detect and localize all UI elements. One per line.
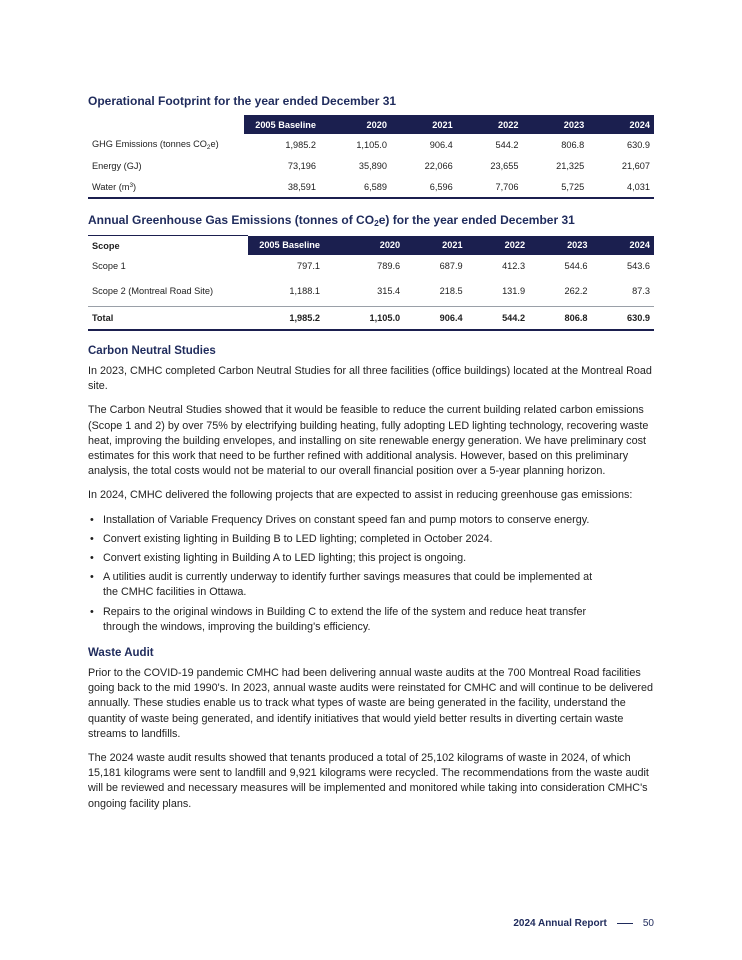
cell: 7,706: [495, 181, 519, 192]
ghg-emissions-table: [88, 235, 654, 331]
waste-paragraph-2: The 2024 waste audit results showed that tenants produced a total of 25,102 kilograms of waste in 2024, of which 15,181 kilograms were sent to landfill and 9,921 kilograms were recycled. The recommendations from the waste audit will be reviewed and necessary measures will be implemented and monitored while taking into consideration CMHC's ongoing facility plans.: [88, 752, 649, 810]
list-item: • Installation of Variable Frequency Drives on constant speed fan and pump motors to conserve energy.: [88, 513, 654, 528]
cell: 789.6: [377, 260, 401, 271]
cell: 4,031: [627, 181, 650, 192]
cell: 38,591: [287, 181, 316, 192]
list-item: • Convert existing lighting in Building B to LED lighting; completed in October 2024.: [88, 532, 654, 547]
col-header: 2021: [404, 236, 466, 256]
scope-header: Scope: [88, 236, 248, 256]
row-label: Scope 1: [92, 260, 126, 271]
cell: 315.4: [377, 286, 401, 296]
col-header: 2023: [529, 236, 591, 256]
list-item: • Repairs to the original windows in Building C to extend the life of the system and reduce heat transfer through the windows, improving the building's efficiency.: [88, 605, 654, 635]
cell: 544.2: [467, 307, 529, 331]
col-header: 2020: [320, 115, 391, 134]
cell: 22,066: [424, 160, 453, 171]
table-row: [88, 155, 654, 176]
row-label: Energy (GJ): [92, 160, 142, 171]
col-header: 2005 Baseline: [248, 236, 324, 256]
col-header: 2021: [391, 115, 457, 134]
row-label: GHG Emissions (tonnes $CO_2e$): [92, 138, 219, 151]
table-row: [88, 276, 654, 307]
col-header: 2024: [592, 236, 654, 256]
cell: 687.9: [439, 260, 463, 271]
header-blank: [88, 115, 244, 134]
carbon-heading: Carbon Neutral Studies: [88, 345, 216, 357]
col-header: 2022: [467, 236, 529, 256]
row-label: Water $(m^3)$: [92, 181, 137, 192]
cell: 630.9: [592, 307, 654, 331]
cell: 906.4: [404, 307, 466, 331]
cell: 1,985.2: [285, 139, 316, 150]
cell: 1,105.0: [356, 139, 387, 150]
footer-divider: [617, 923, 633, 924]
carbon-paragraph-3: In 2024, CMHC delivered the following projects that are expected to assist in reducing greenhouse gas emissions:: [88, 489, 633, 502]
cell: 1,985.2: [248, 307, 324, 331]
cell: 806.8: [561, 139, 585, 150]
cell: 5,725: [561, 181, 585, 192]
carbon-paragraph-1: In 2023, CMHC completed Carbon Neutral Studies for all three facilities (office buildings) located at the Montreal Road site.: [88, 365, 652, 393]
table-row: [88, 255, 654, 276]
cell: 6,589: [363, 181, 387, 192]
table1-title: Operational Footprint for the year ended December 31: [88, 94, 397, 108]
col-header: 2024: [588, 115, 654, 134]
list-item: • Convert existing lighting in Building A to LED lighting; this project is ongoing.: [88, 551, 654, 566]
table-row: [88, 176, 654, 198]
cell: 6,596: [429, 181, 453, 192]
table-row: [88, 134, 654, 155]
cell: 806.8: [529, 307, 591, 331]
cell: 131.9: [502, 286, 526, 296]
cell: 21,325: [556, 160, 585, 171]
projects-list: [88, 513, 654, 635]
cell: 906.4: [429, 139, 453, 150]
cell: 73,196: [287, 160, 316, 171]
cell: 218.5: [439, 286, 463, 296]
cell: 544.6: [564, 260, 588, 271]
col-header: 2022: [457, 115, 523, 134]
waste-heading: Waste Audit: [88, 647, 154, 660]
cell: 1,105.0: [324, 307, 404, 331]
cell: 87.3: [632, 286, 650, 296]
row-label: Scope 2 (Montreal Road Site): [92, 285, 214, 296]
row-label: Total: [88, 307, 248, 331]
operational-footprint-table: [88, 115, 654, 199]
page-footer: [513, 918, 654, 929]
list-item: • A utilities audit is currently underway to identify further savings measures that could be implemented at the CMHC facilities in Ottawa.: [88, 570, 654, 600]
cell: 1,188.1: [289, 286, 320, 296]
cell: 35,890: [358, 160, 387, 171]
cell: 797.1: [297, 260, 320, 271]
page-content: [88, 94, 654, 821]
cell: 262.2: [564, 286, 588, 296]
cell: 21,607: [621, 160, 650, 171]
cell: 543.6: [627, 260, 650, 271]
col-header: 2020: [324, 236, 404, 256]
total-row: [88, 307, 654, 331]
report-name: 2024 Annual Report: [513, 918, 607, 929]
table2-title: Annual Greenhouse Gas Emissions (tonnes of $CO_2e$) for the year ended December 31: [88, 213, 575, 228]
cell: 544.2: [495, 139, 519, 150]
cell: 412.3: [502, 260, 526, 271]
cell: 630.9: [627, 139, 650, 150]
waste-paragraph-1: Prior to the COVID-19 pandemic CMHC had been delivering annual waste audits at the 700 Montreal Road facilities going back to the mid 1990's. In 2023, annual waste audits were reinstated for CMHC and will continue to be delivered annually. These studies enable us to track what types of waste are being generated in the facility, understand the quantity of waste being generated, and identify initiatives that would yield better results in diverting certain waste streams to landfills.: [88, 667, 654, 740]
carbon-paragraph-2: The Carbon Neutral Studies showed that it would be feasible to reduce the current building related carbon emissions (Scope 1 and 2) by over 75% by electrifying building heating, fully adopting LED lighting technology, recovering waste heat, improving the building envelopes, and installing on site renewable energy generation. We have preliminary cost estimates for this work that need to be further refined with additional analysis. However, based on this preliminary analysis, the total costs would not be material to our overall financial position over a 5-year planning horizon.: [88, 404, 649, 478]
col-header: 2023: [522, 115, 588, 134]
cell: 23,655: [490, 160, 519, 171]
page-number: 50: [642, 918, 654, 929]
col-header: 2005 Baseline: [244, 115, 320, 134]
